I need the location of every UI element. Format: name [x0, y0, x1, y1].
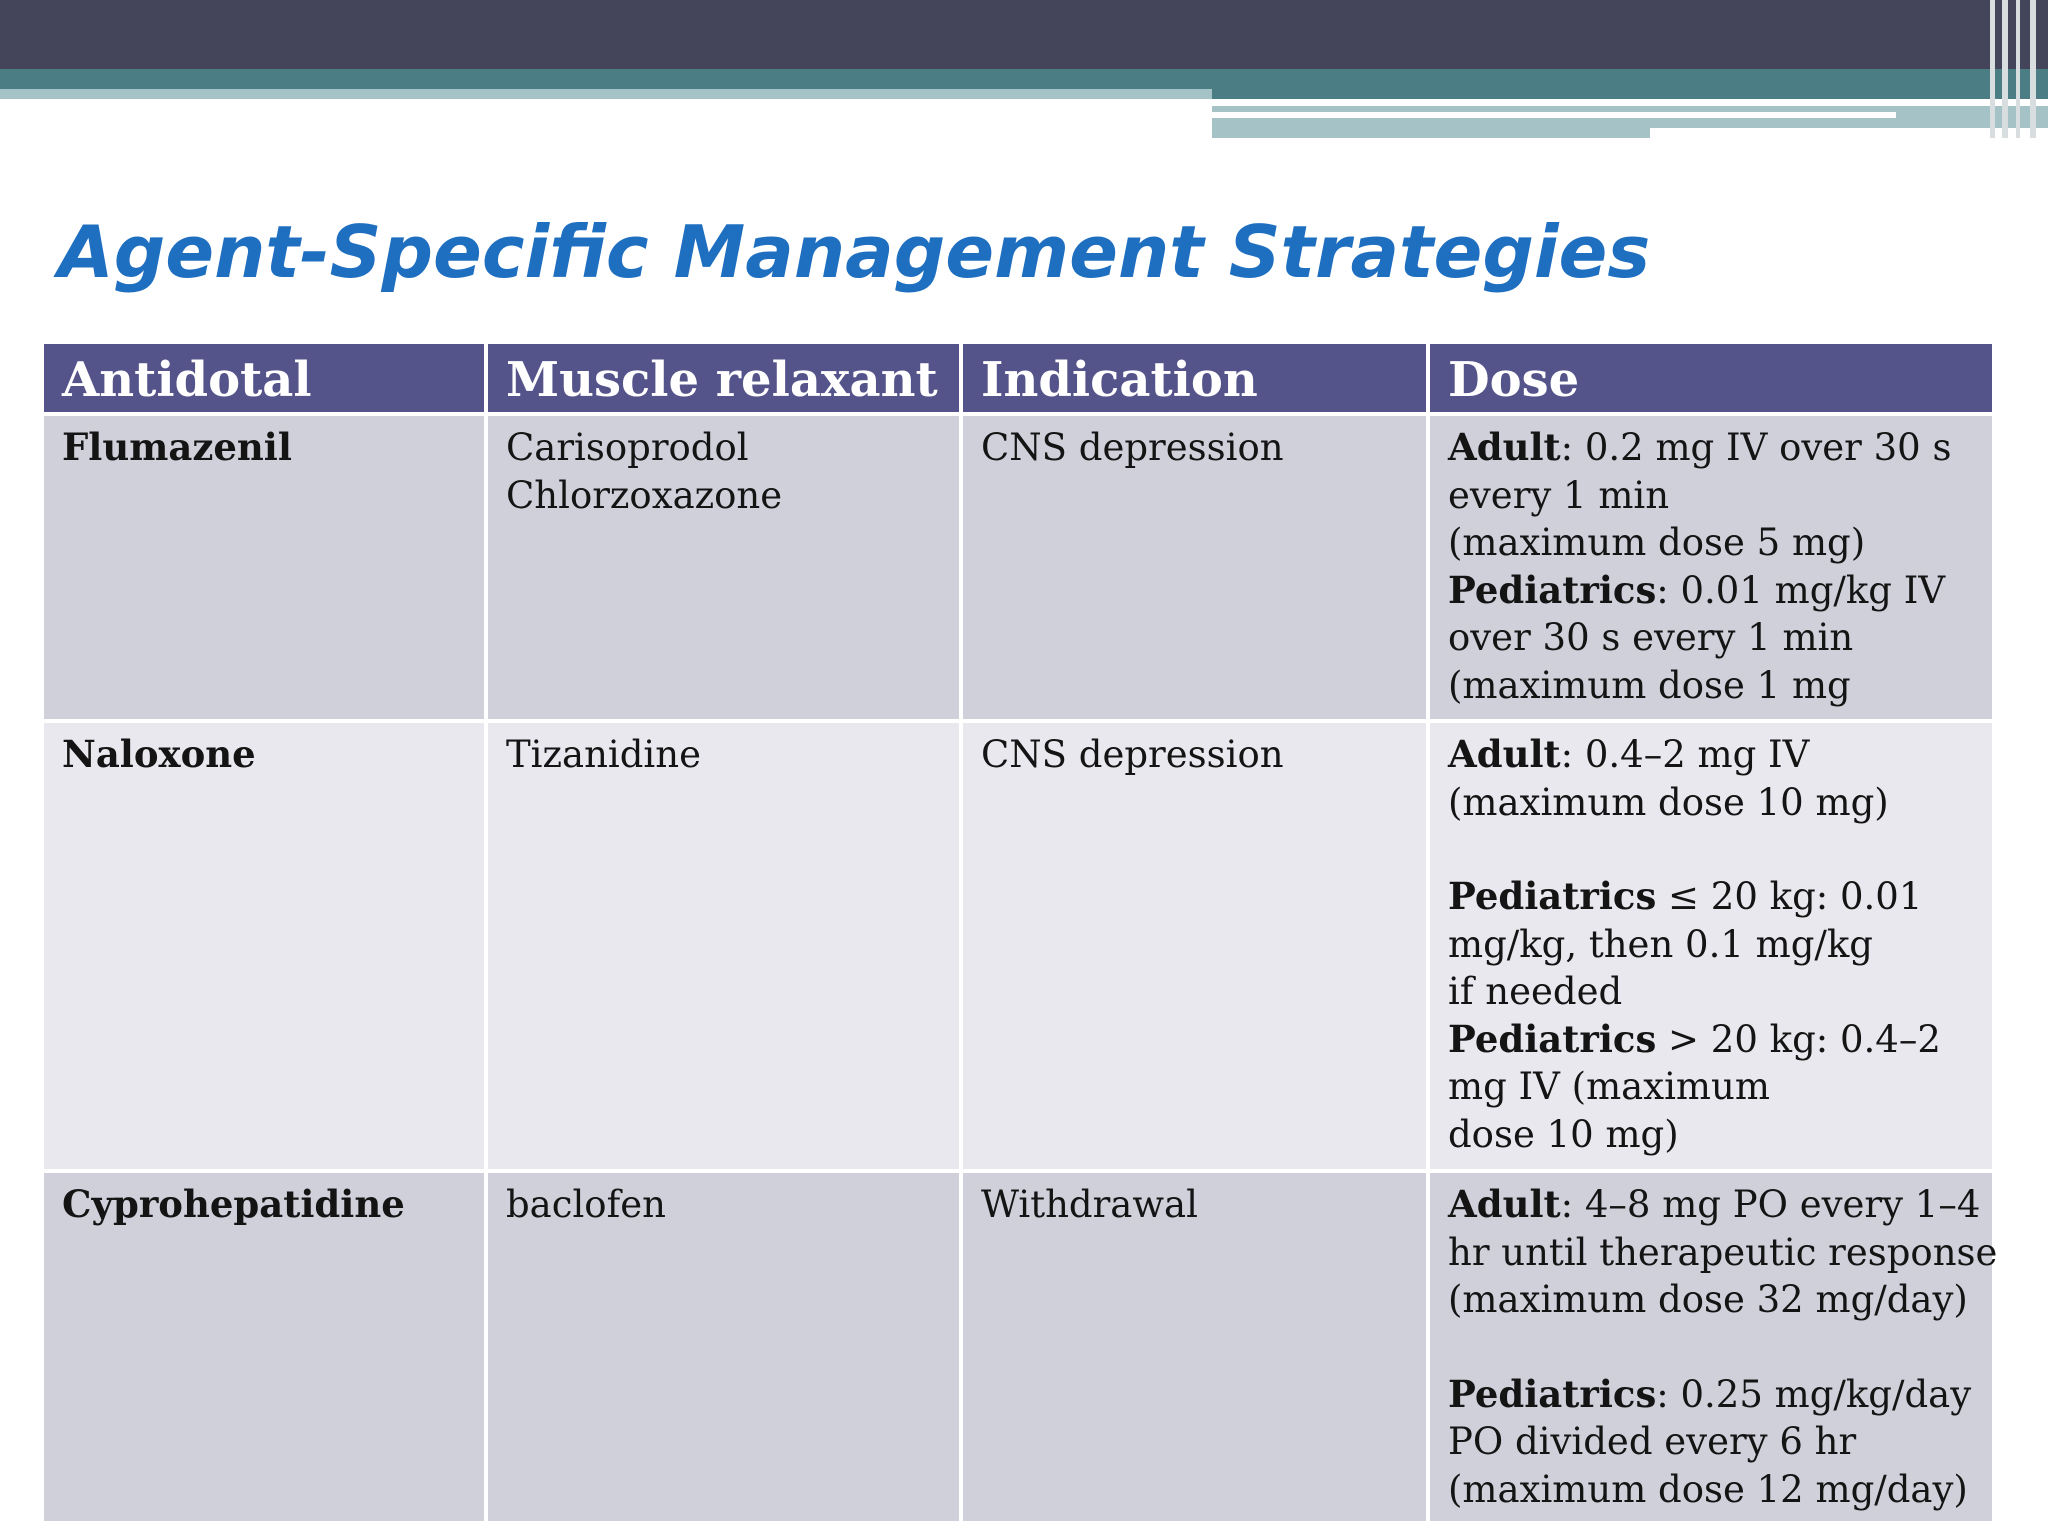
- muscle-relaxant-name: Chlorzoxazone: [506, 473, 783, 517]
- dose-text: (maximum dose 10 mg): [1448, 780, 1889, 824]
- antidote-name: Flumazenil: [62, 425, 292, 469]
- dose-text: (maximum dose 32 mg/day): [1448, 1278, 1968, 1321]
- header-white-notch: [1650, 128, 2048, 138]
- dose-text: over 30 s every 1 min: [1448, 616, 1854, 659]
- slide-title: Agent-Specific Management Strategies: [58, 210, 1651, 294]
- dose-cell: [1428, 721, 1994, 1171]
- dose-line: [1448, 731, 1974, 779]
- muscle-relaxant-cell: [486, 1171, 961, 1523]
- dose-label-pediatrics: Pediatrics: [1448, 1016, 1657, 1061]
- dose-label-adult: Adult: [1448, 1182, 1561, 1226]
- dose-text: : 0.25 mg/kg/day: [1656, 1372, 1972, 1416]
- table-header-row: [42, 342, 1994, 414]
- dose-text: : 0.4–2 mg IV: [1560, 733, 1810, 776]
- header-stripe: [1990, 0, 1995, 138]
- table-row: [42, 721, 1994, 1171]
- dose-text: : 4–8 mg PO every 1–4: [1560, 1183, 1981, 1226]
- indication-text: Withdrawal: [981, 1183, 1198, 1226]
- dose-text: ≤ 20 kg: 0.01: [1656, 875, 1923, 918]
- dose-text: every 1 min: [1448, 473, 1670, 517]
- antidote-cell: [42, 1171, 486, 1523]
- dose-text: (maximum dose 1 mg: [1448, 663, 1851, 707]
- dose-label-pediatrics: Pediatrics: [1448, 874, 1657, 918]
- dose-text: PO divided every 6 hr: [1448, 1420, 1857, 1463]
- table-row: [42, 414, 1994, 721]
- header-stripe: [2016, 0, 2020, 138]
- header-stripe: [2002, 0, 2008, 138]
- dose-label-pediatrics: Pediatrics: [1448, 1371, 1657, 1416]
- table-row: [42, 1171, 1994, 1523]
- dose-label-pediatrics: Pediatrics: [1448, 567, 1657, 612]
- dose-cell: [1428, 414, 1994, 721]
- dose-text: mg IV (maximum: [1448, 1065, 1770, 1108]
- muscle-relaxant-name: baclofen: [506, 1183, 666, 1226]
- dose-line: [1448, 1181, 1981, 1229]
- dose-label-adult: Adult: [1448, 425, 1561, 469]
- indication-cell: [961, 721, 1428, 1171]
- column-header-antidotal: Antidotal: [42, 342, 486, 414]
- muscle-relaxant-name: Tizanidine: [506, 733, 701, 776]
- indication-cell: [961, 1171, 1428, 1523]
- muscle-relaxant-cell: [486, 721, 961, 1171]
- header-bar-light-left: [0, 89, 1212, 99]
- dose-text: dose 10 mg): [1448, 1112, 1679, 1156]
- dose-line: [1448, 873, 1974, 921]
- dose-text: : 0.01 mg/kg IV: [1656, 568, 1946, 612]
- dose-text: (maximum dose 12 mg/day): [1448, 1467, 1968, 1511]
- indication-cell: [961, 414, 1428, 721]
- dose-text: : 0.2 mg IV over 30 s: [1560, 426, 1952, 469]
- header-white-line: [1212, 112, 1896, 118]
- header-bar-dark: [0, 0, 2048, 69]
- dose-text: if needed: [1448, 970, 1623, 1013]
- dose-cell: [1428, 1171, 1998, 1523]
- dose-text: > 20 kg: 0.4–2: [1656, 1017, 1941, 1061]
- dose-spacer: [1448, 826, 1974, 873]
- dose-spacer: [1448, 1324, 1974, 1371]
- dose-text: hr until therapeutic response: [1448, 1230, 1998, 1274]
- dose-line: [1448, 424, 1974, 472]
- muscle-relaxant-cell: [486, 414, 961, 721]
- column-header-muscle-relaxant: Muscle relaxant: [486, 342, 961, 414]
- header-stripe: [2030, 0, 2036, 138]
- indication-text: CNS depression: [981, 733, 1284, 776]
- indication-text: CNS depression: [981, 426, 1284, 469]
- antidote-name: Cyprohepatidine: [62, 1182, 405, 1226]
- dose-text: mg/kg, then 0.1 mg/kg: [1448, 922, 1873, 966]
- antidote-name: Naloxone: [62, 732, 256, 776]
- dose-line: [1448, 1371, 1974, 1419]
- dose-text: (maximum dose 5 mg): [1448, 521, 1866, 564]
- antidote-cell: [42, 721, 486, 1171]
- dose-line: [1448, 1016, 1974, 1064]
- dose-line: [1448, 567, 1974, 615]
- column-header-indication: Indication: [961, 342, 1428, 414]
- dose-label-adult: Adult: [1448, 732, 1561, 776]
- column-header-dose: Dose: [1428, 342, 1994, 414]
- muscle-relaxant-name: Carisoprodol: [506, 426, 749, 469]
- management-table: [40, 340, 1996, 1525]
- antidote-cell: [42, 414, 486, 721]
